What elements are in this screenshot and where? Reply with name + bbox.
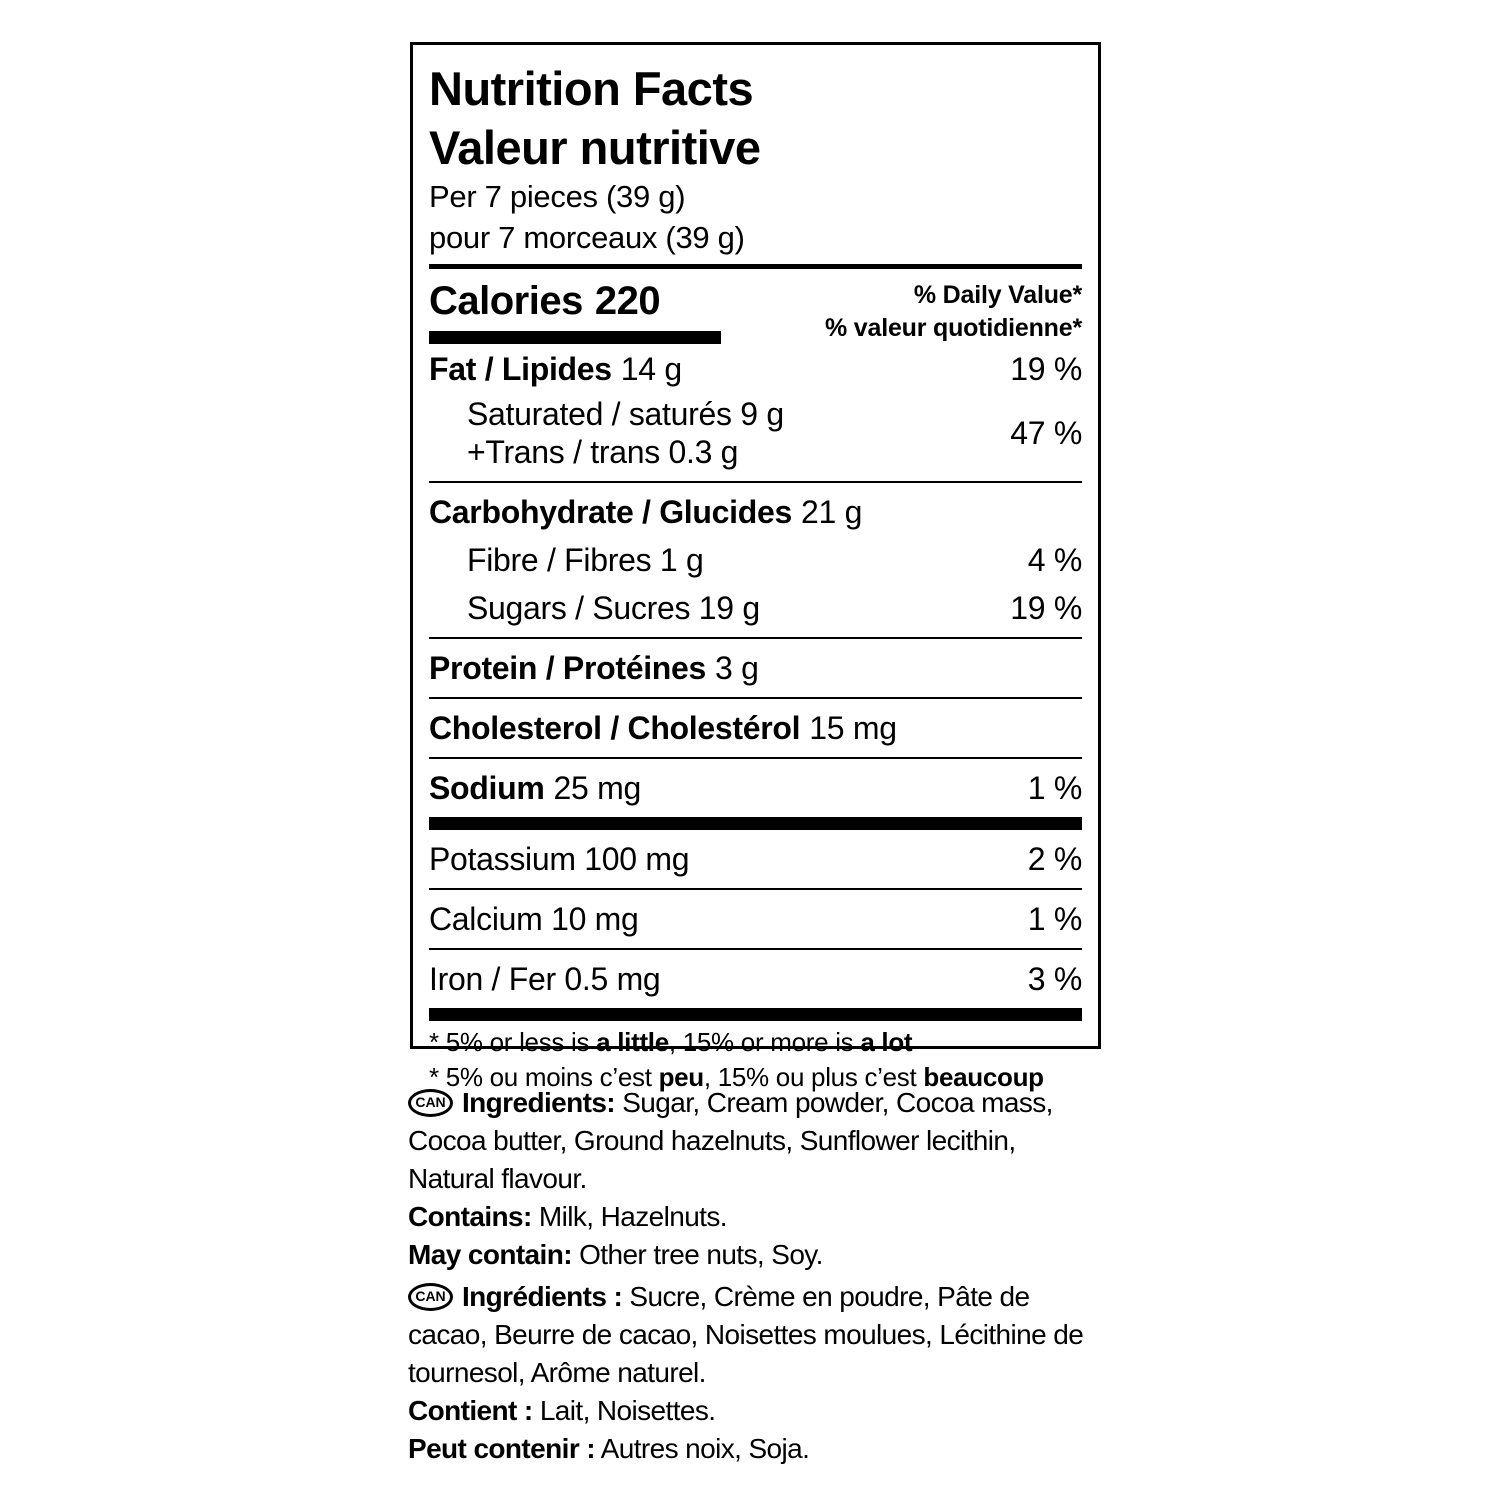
can-badge-icon: CAN [408,1283,453,1311]
footnote-en-bold-a-lot: a lot [860,1026,913,1057]
ingredients-fr-label: Ingrédients : [462,1281,623,1312]
ingredients-fr-text: Sucre, Crème en poudre, Pâte de cacao, Beurre de cacao, Noisettes moulues, Lécithine de tournesol, Arôme naturel. [408,1281,1084,1389]
sodium-amount: 25 mg [553,769,641,806]
contains-en-label: Contains: [408,1201,532,1233]
calcium-label: Calcium 10 mg [429,900,639,937]
ingredients-en-text: Sugar, Cream powder, Cocoa mass, Cocoa butter, Ground hazelnuts, Sunflower lecithin, Natural flavour. [408,1087,1053,1195]
daily-value-header-fr: % valeur quotidienne* [825,314,1082,343]
may-contain-en-line [408,1236,1088,1274]
may-contain-en-label: May contain: [408,1239,572,1271]
nutrient-row-carbohydrate [429,488,1082,536]
divider-thin [429,948,1082,950]
divider-thin [429,637,1082,639]
contains-fr-text: Lait, Noisettes. [539,1395,716,1427]
nutrient-row-fat [429,345,1082,393]
trans-label: +Trans / trans 0.3 g [467,434,739,471]
serving-size-en: Per 7 pieces (39 g) [429,179,686,215]
protein-amount: 3 g [715,649,759,686]
footnote-fr-bold-beaucoup: beaucoup [923,1062,1044,1093]
calories-row [429,271,1082,345]
fat-label: Fat / Lipides [429,351,612,388]
fat-label-group [429,349,682,389]
calories-block [429,279,721,344]
saturated-trans-dv: 47 % [1010,415,1082,452]
sodium-label: Sodium [429,769,545,806]
calcium-dv: 1 % [1027,900,1082,937]
contains-en-text: Milk, Hazelnuts. [538,1201,727,1233]
carbohydrate-label: Carbohydrate / Glucides [429,493,792,530]
footnote-fr-text: * 5% ou moins c’est [429,1062,659,1093]
nutrient-row-sodium [429,764,1082,812]
sodium-label-group [429,768,641,808]
cholesterol-amount: 15 mg [809,709,897,746]
nutrient-row-sugars [429,584,1082,632]
fat-dv: 19 % [1010,351,1082,388]
nutrient-row-calcium [429,895,1082,943]
footnote-fr-text: , 15% ou plus c’est [703,1062,924,1093]
may-contain-en-text: Other tree nuts, Soy. [579,1239,823,1271]
divider-thin [429,888,1082,890]
calories-label: Calories [429,279,583,324]
carbohydrate-amount: 21 g [800,493,863,530]
contains-fr-line [408,1392,1088,1430]
protein-label: Protein / Protéines [429,649,707,686]
cholesterol-label: Cholesterol / Cholestérol [429,709,801,746]
nutrient-row-protein [429,644,1082,692]
daily-value-header [825,279,1082,345]
footnote-en-text: * 5% or less is [429,1026,597,1057]
footnote-en-bold-a-little: a little [596,1026,669,1057]
fibre-label: Fibre / Fibres 1 g [467,541,704,578]
carbohydrate-label-group [429,492,862,532]
ingredients-list-fr [408,1278,1088,1468]
nutrition-facts-panel [410,42,1101,1093]
contains-en-line [408,1198,1088,1236]
footnote-en [429,1026,1082,1059]
sodium-dv: 1 % [1027,769,1082,806]
sugars-dv: 19 % [1010,589,1082,626]
divider-thin [429,481,1082,483]
iron-dv: 3 % [1027,960,1082,997]
divider-thick-bar [429,817,1082,830]
saturated-label: Saturated / saturés 9 g [467,396,784,433]
footnote-fr-bold-peu: peu [658,1062,704,1093]
may-contain-fr-line [408,1430,1088,1468]
divider-thin [429,757,1082,759]
nutrient-row-cholesterol [429,704,1082,752]
ingredients-list-en [408,1084,1088,1274]
panel-title-en: Nutrition Facts [429,62,754,115]
calories-value: 220 [594,279,661,324]
nutrient-row-potassium [429,835,1082,883]
saturated-trans-lines [429,395,784,472]
potassium-label: Potassium 100 mg [429,840,690,877]
nutrient-row-fibre [429,536,1082,584]
calories-text [429,279,721,324]
potassium-dv: 2 % [1027,840,1082,877]
may-contain-fr-label: Peut contenir : [408,1433,596,1465]
calories-underline-bar [429,331,721,344]
divider-medium [429,264,1082,269]
can-badge-icon: CAN [408,1089,453,1117]
may-contain-fr-text: Autres noix, Soja. [600,1433,810,1465]
divider-thick-bar [429,1008,1082,1021]
panel-title-fr: Valeur nutritive [429,121,761,175]
daily-value-header-en: % Daily Value* [913,281,1082,310]
fibre-dv: 4 % [1027,541,1082,578]
divider-thin [429,697,1082,699]
serving-size-fr: pour 7 morceaux (39 g) [429,219,745,255]
fat-amount: 14 g [620,351,682,388]
contains-fr-label: Contient : [408,1395,533,1427]
ingredients-en-label: Ingredients: [462,1087,616,1118]
footnote-en-text: , 15% or more is [668,1026,861,1057]
cholesterol-label-group [429,708,897,748]
nutrient-row-iron [429,955,1082,1003]
iron-label: Iron / Fer 0.5 mg [429,960,661,997]
nutrient-row-saturated-trans [429,393,1082,476]
protein-label-group [429,648,759,688]
sugars-label: Sugars / Sucres 19 g [467,589,760,626]
